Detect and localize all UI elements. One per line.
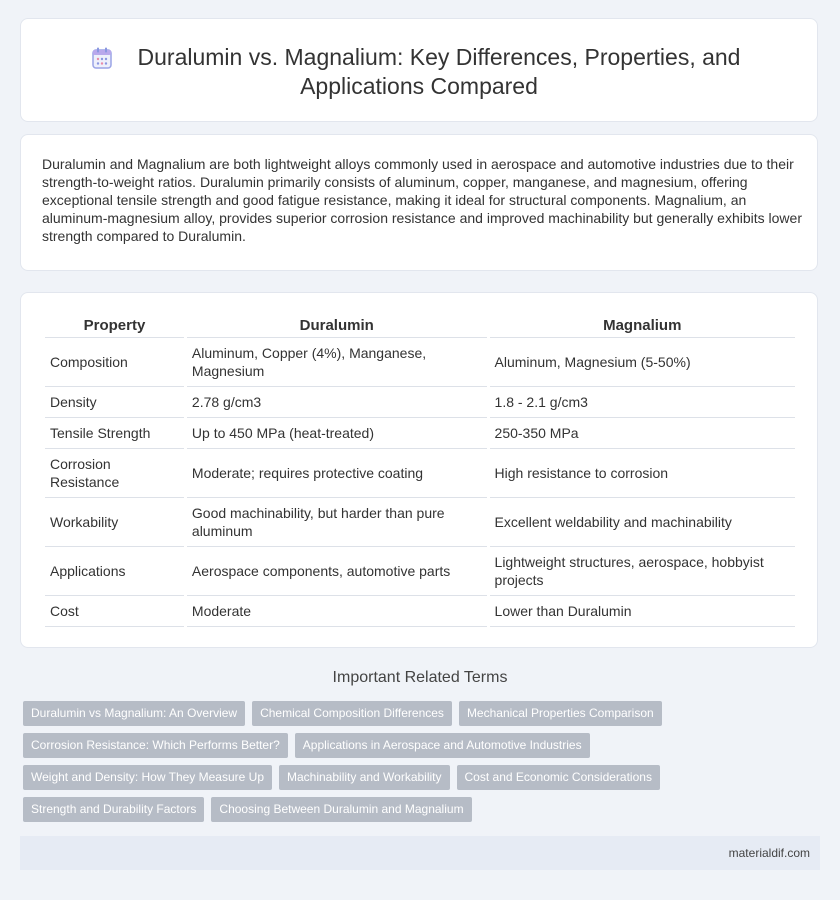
table-cell: Aluminum, Magnesium (5-50%): [490, 338, 795, 387]
table-cell: High resistance to corrosion: [490, 449, 795, 498]
related-terms-heading: Important Related Terms: [332, 669, 508, 686]
header-magnalium: Magnalium: [490, 315, 795, 338]
table-header-row: [45, 315, 795, 338]
related-term-tag[interactable]: Mechanical Properties Comparison: [459, 701, 662, 726]
table-cell: Corrosion Resistance: [45, 449, 184, 498]
table-cell: Excellent weldability and machinability: [490, 498, 795, 547]
related-term-tag[interactable]: Corrosion Resistance: Which Performs Better?: [23, 733, 288, 758]
comparison-table: [42, 315, 798, 627]
related-term-tag[interactable]: Strength and Durability Factors: [23, 797, 204, 822]
tag-row: [23, 797, 823, 829]
related-term-tag[interactable]: Choosing Between Duralumin and Magnalium: [211, 797, 471, 822]
table-cell: Moderate: [187, 596, 487, 627]
table-cell: Aerospace components, automotive parts: [187, 547, 487, 596]
table-cell: Up to 450 MPa (heat-treated): [187, 418, 487, 449]
comparison-table-card: [20, 292, 818, 648]
table-cell: Moderate; requires protective coating: [187, 449, 487, 498]
table-cell: Density: [45, 387, 184, 418]
table-cell: 1.8 - 2.1 g/cm3: [490, 387, 795, 418]
title-card: [20, 18, 818, 122]
page-title: [21, 43, 817, 101]
table-cell: Composition: [45, 338, 184, 387]
table-row: [45, 387, 795, 418]
page-title-line-2: Applications Compared: [300, 73, 538, 99]
related-term-tag[interactable]: Machinability and Workability: [279, 765, 450, 790]
intro-paragraph: Duralumin and Magnalium are both lightweight alloys commonly used in aerospace and automotive industries due to their strength-to-weight ratios. Duralumin primarily consists of aluminum, copper, manganese, and magnesium, offering exceptional tensile strength and good fatigue resistance, making it ideal for structural components. Magnalium, an aluminum-magnesium alloy, provides superior corrosion resistance and improved machinability but generally exhibits lower strength compared to Duralumin.: [42, 156, 802, 244]
table-cell: Aluminum, Copper (4%), Manganese, Magnesium: [187, 338, 487, 387]
table-cell: 2.78 g/cm3: [187, 387, 487, 418]
table-row: [45, 547, 795, 596]
table-row: [45, 338, 795, 387]
table-cell: Cost: [45, 596, 184, 627]
table-row: [45, 596, 795, 627]
table-row: [45, 449, 795, 498]
table-row: [45, 418, 795, 449]
intro-card: [20, 134, 818, 271]
table-cell: 250-350 MPa: [490, 418, 795, 449]
related-terms-tags: [23, 701, 823, 829]
related-term-tag[interactable]: Chemical Composition Differences: [252, 701, 452, 726]
related-term-tag[interactable]: Cost and Economic Considerations: [457, 765, 660, 790]
table-cell: Lightweight structures, aerospace, hobbyist projects: [490, 547, 795, 596]
tag-row: [23, 733, 823, 765]
table-cell: Workability: [45, 498, 184, 547]
header-property: Property: [45, 315, 184, 338]
page-title-line-1: Duralumin vs. Magnalium: Key Differences, Properties, and: [137, 44, 741, 70]
header-duralumin: Duralumin: [187, 315, 487, 338]
tag-row: [23, 765, 823, 797]
table-cell: Tensile Strength: [45, 418, 184, 449]
table-cell: Good machinability, but harder than pure aluminum: [187, 498, 487, 547]
related-term-tag[interactable]: Applications in Aerospace and Automotive Industries: [295, 733, 590, 758]
footer-site-link[interactable]: materialdif.com: [728, 846, 810, 860]
table-cell: Applications: [45, 547, 184, 596]
related-term-tag[interactable]: Weight and Density: How They Measure Up: [23, 765, 272, 790]
table-cell: Lower than Duralumin: [490, 596, 795, 627]
footer: [20, 836, 820, 870]
table-row: [45, 498, 795, 547]
related-term-tag[interactable]: Duralumin vs Magnalium: An Overview: [23, 701, 245, 726]
tag-row: [23, 701, 823, 733]
